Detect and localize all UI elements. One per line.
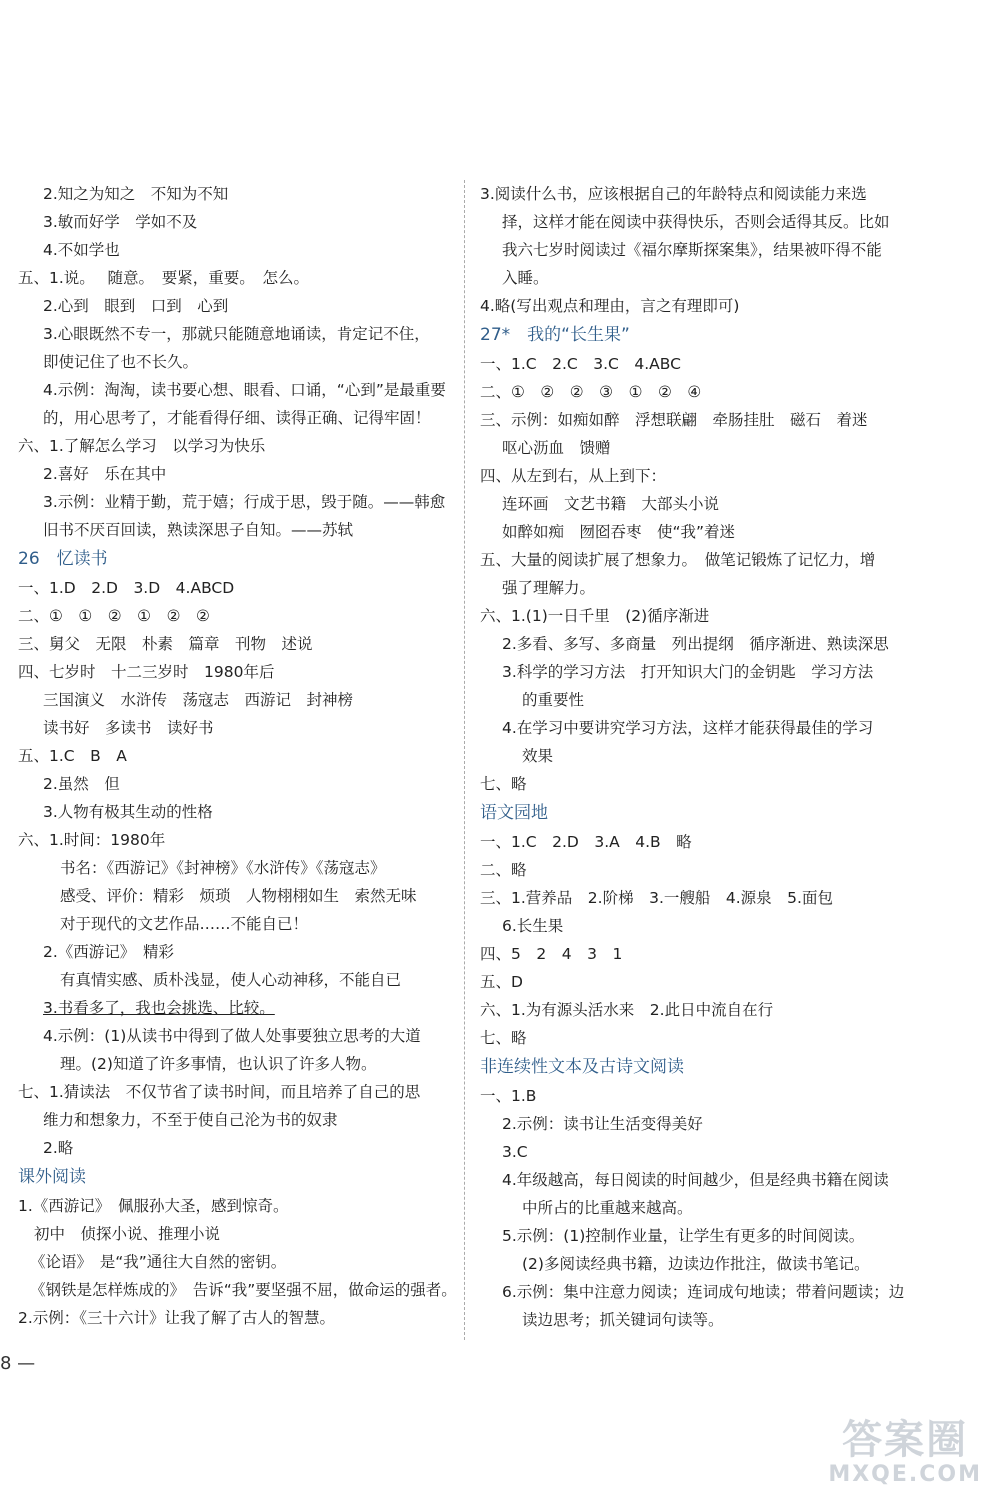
answer-line: 三国演义 水浒传 荡寇志 西游记 封神榜: [43, 691, 354, 709]
answer-line: 入睡。: [502, 269, 549, 287]
page-number: 8 —: [0, 1353, 36, 1374]
answer-line: 维力和想象力，不至于使自己沦为书的奴隶: [43, 1111, 338, 1129]
answer-line: 书名：《西游记》《封神榜》《水浒传》《荡寇志》: [60, 859, 386, 877]
answer-line: 3.书看多了，我也会挑选、比较。: [43, 999, 275, 1017]
answer-line: 2.《西游记》 精彩: [43, 943, 175, 961]
answer-line: 一、1.B: [480, 1087, 537, 1105]
answer-line: 三、示例：如痴如醉 浮想联翩 牵肠挂肚 磁石 着迷: [480, 411, 868, 429]
section-heading: 非连续性文本及古诗文阅读: [480, 1057, 684, 1077]
answer-line: 的，用心思考了，才能看得仔细、读得正确、记得牢固！: [43, 409, 431, 427]
answer-line: 中所占的比重越来越高。: [522, 1199, 693, 1217]
answer-line: 4.示例：淘淘，读书要心想、眼看、口诵，“心到”是最重要: [43, 381, 446, 399]
right-column: [480, 180, 985, 1334]
answer-line: 《论语》 是“我”通往大自然的密钥。: [30, 1253, 287, 1271]
answer-line: 强了理解力。: [502, 579, 596, 597]
answer-line: 1.《西游记》 佩服孙大圣，感到惊奇。: [18, 1197, 289, 1215]
answer-line: 五、D: [480, 973, 523, 991]
answer-line: 一、1.C 2.D 3.A 4.B 略: [480, 833, 692, 851]
watermark-url: MXQE.COM: [828, 1462, 982, 1487]
answer-line: 七、略: [480, 1029, 527, 1047]
answer-line: 六、1.为有源头活水来 2.此日中流自在行: [480, 1001, 774, 1019]
answer-line: 有真情实感、质朴浅显，使人心动神移，不能自已: [60, 971, 402, 989]
watermark-text: 答案圈: [842, 1417, 969, 1463]
column-divider: [464, 180, 465, 1340]
answer-line: 感受、评价：精彩 烦琐 人物栩栩如生 索然无味: [60, 887, 417, 905]
answer-line: 连环画 文艺书籍 大部头小说: [502, 495, 720, 513]
answer-line: 二、略: [480, 861, 527, 879]
answer-line: 二、① ① ② ① ② ②: [18, 607, 210, 625]
answer-line: 五、1.C B A: [18, 747, 127, 765]
answer-line: 六、1.时间：1980年: [18, 831, 166, 849]
answer-line: 3.科学的学习方法 打开知识大门的金钥匙 学习方法: [502, 663, 874, 681]
answer-line: 择，这样才能在阅读中获得快乐，否则会适得其反。比如: [502, 213, 890, 231]
answer-line: 我六七岁时阅读过《福尔摩斯探案集》，结果被吓得不能: [502, 241, 882, 259]
section-heading: 26 忆读书: [18, 549, 108, 569]
answer-line: 六、1.(1)一日千里 (2)循序渐进: [480, 607, 710, 625]
answer-line: 呕心沥血 馈赠: [502, 439, 611, 457]
section-heading: 27* 我的“长生果”: [480, 325, 630, 345]
answer-line: 五、大量的阅读扩展了想象力。 做笔记锻炼了记忆力，增: [480, 551, 876, 569]
answer-line: 5.示例：(1)控制作业量，让学生有更多的时间阅读。: [502, 1227, 865, 1245]
answer-line: 四、5 2 4 3 1: [480, 945, 623, 963]
answer-line: 6.示例：集中注意力阅读；连词成句地读；带着问题读；边: [502, 1283, 905, 1301]
answer-line: 3.C: [502, 1143, 528, 1161]
answer-line: 2.多看、多写、多商量 列出提纲 循序渐进、熟读深思: [502, 635, 889, 653]
answer-line: 三、舅父 无限 朴素 篇章 刊物 述说: [18, 635, 313, 653]
answer-line: 2.心到 眼到 口到 心到: [43, 297, 229, 315]
answer-line: 3.示例：业精于勤，荒于嬉；行成于思，毁于随。——韩愈: [43, 493, 446, 511]
answer-line: 五、1.说。 随意。 要紧，重要。 怎么。: [18, 269, 309, 287]
answer-line: 四、从左到右，从上到下：: [480, 467, 667, 485]
answer-line: 旧书不厌百回读，熟读深思子自知。——苏轼: [43, 521, 354, 539]
answer-line: 2.虽然 但: [43, 775, 120, 793]
answer-line: 效果: [522, 747, 554, 765]
answer-line: 如醉如痴 囫囵吞枣 使“我”着迷: [502, 523, 736, 541]
answer-line: 2.喜好 乐在其中: [43, 465, 167, 483]
answer-line: 2.知之为知之 不知为不知: [43, 185, 229, 203]
answer-line: 2.示例：读书让生活变得美好: [502, 1115, 703, 1133]
answer-line: 4.在学习中要讲究学习方法，这样才能获得最佳的学习: [502, 719, 874, 737]
answer-line: 三、1.营养品 2.阶梯 3.一艘船 4.源泉 5.面包: [480, 889, 833, 907]
answer-line: 3.人物有极其生动的性格: [43, 803, 213, 821]
answer-line: 4.示例：(1)从读书中得到了做人处事要独立思考的大道: [43, 1027, 421, 1045]
answer-line: 读边思考；抓关键词句读等。: [522, 1311, 724, 1329]
answer-line: 3.阅读什么书，应该根据自己的年龄特点和阅读能力来选: [480, 185, 867, 203]
answer-line: 的重要性: [522, 691, 585, 709]
answer-line: 3.心眼既然不专一，那就只能随意地诵读，肯定记不住，: [43, 325, 430, 343]
answer-line: 3.敏而好学 学如不及: [43, 213, 198, 231]
answer-line: 理。(2)知道了许多事情，也认识了许多人物。: [60, 1055, 377, 1073]
answer-line: 七、1.猜读法 不仅节省了读书时间，而且培养了自己的思: [18, 1083, 421, 1101]
watermark-logo: [828, 1418, 982, 1487]
answer-line: (2)多阅读经典书籍，边读边作批注，做读书笔记。: [522, 1255, 870, 1273]
answer-line: 一、1.D 2.D 3.D 4.ABCD: [18, 579, 235, 597]
answer-line: 二、① ② ② ③ ① ② ④: [480, 383, 702, 401]
answer-line: 初中 侦探小说、推理小说: [34, 1225, 221, 1243]
left-column: [18, 180, 458, 1332]
answer-line: 6.长生果: [502, 917, 564, 935]
answer-line: 4.略(写出观点和理由，言之有理即可): [480, 297, 740, 315]
answer-line: 四、七岁时 十二三岁时 1980年后: [18, 663, 275, 681]
answer-line: 读书好 多读书 读好书: [43, 719, 214, 737]
answer-line: 六、1.了解怎么学习 以学习为快乐: [18, 437, 266, 455]
answer-line: 一、1.C 2.C 3.C 4.ABC: [480, 355, 681, 373]
answer-line: 即使记住了也不长久。: [43, 353, 199, 371]
answer-line: 《钢铁是怎样炼成的》 告诉“我”要坚强不屈，做命运的强者。: [30, 1281, 457, 1299]
answer-line: 2.略: [43, 1139, 74, 1157]
section-heading: 语文园地: [480, 803, 548, 823]
answer-line: 七、略: [480, 775, 527, 793]
section-heading: 课外阅读: [18, 1167, 86, 1187]
answer-line: 4.年级越高，每日阅读的时间越少，但是经典书籍在阅读: [502, 1171, 889, 1189]
answer-line: 对于现代的文艺作品……不能自已！: [60, 915, 309, 933]
answer-line: 2.示例：《三十六计》让我了解了古人的智慧。: [18, 1309, 336, 1327]
answer-line: 4.不如学也: [43, 241, 120, 259]
